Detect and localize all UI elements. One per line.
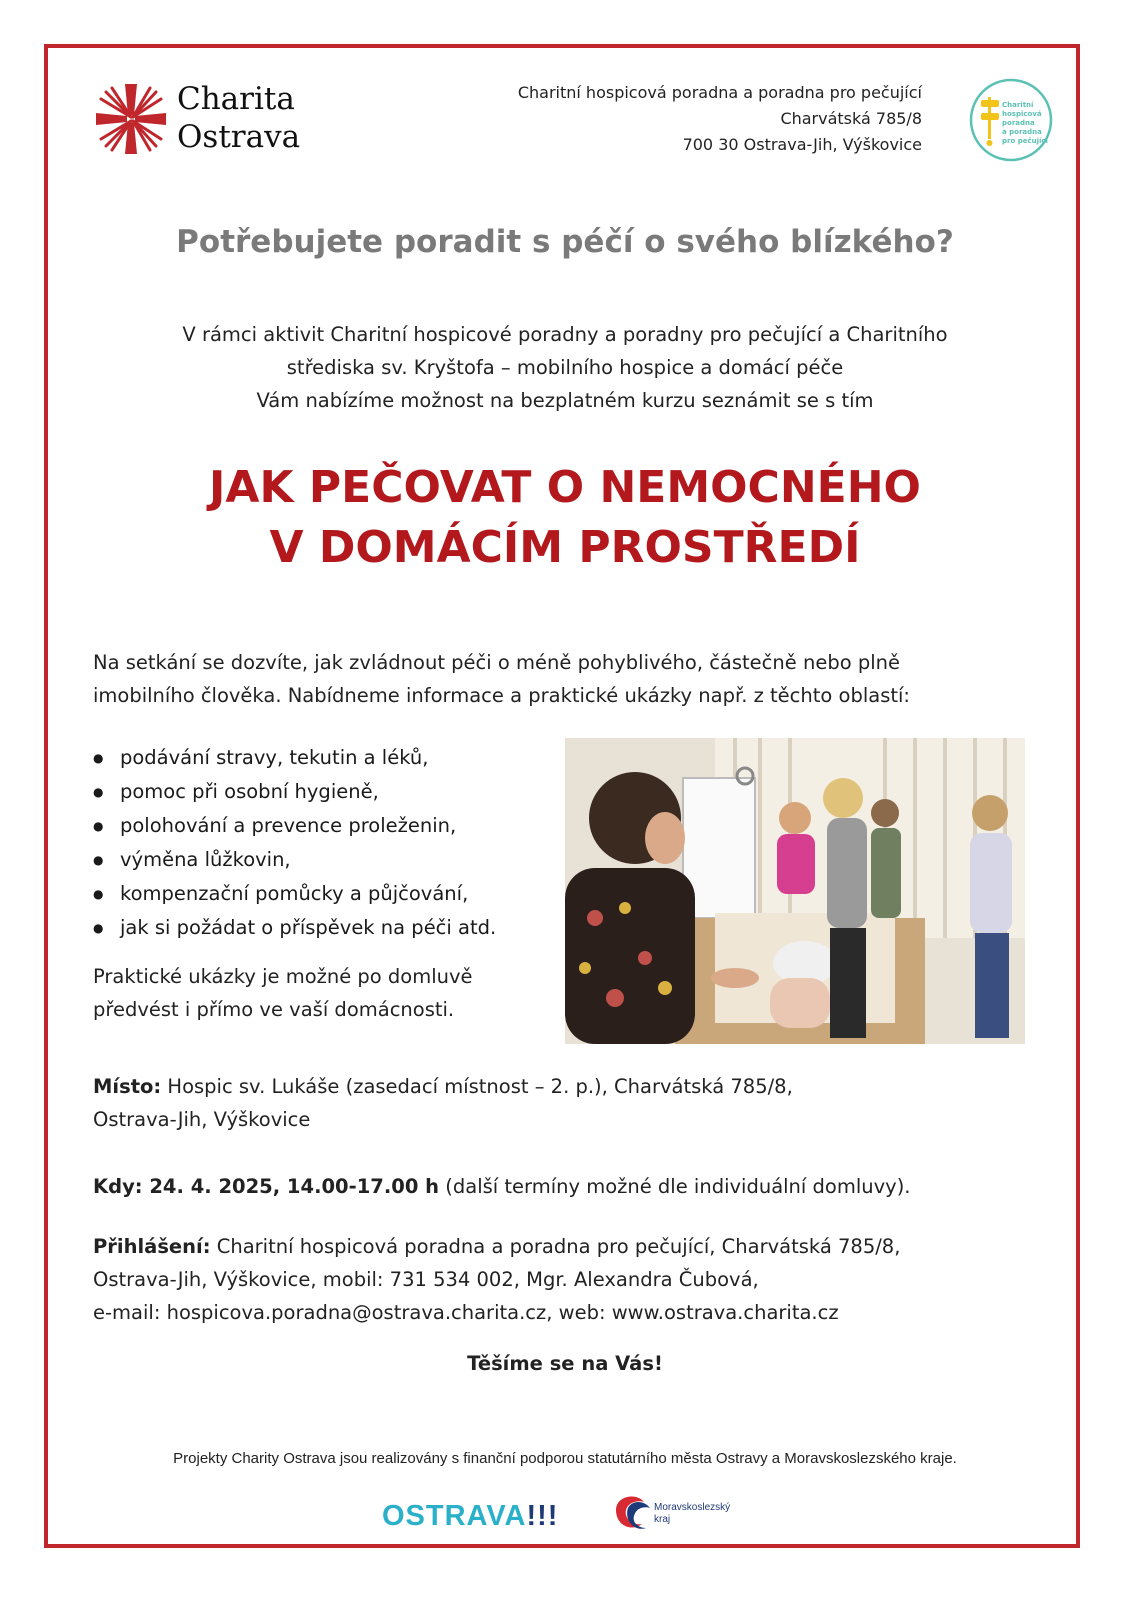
list-item: ● polohování a prevence proleženin,: [93, 809, 563, 843]
badge-text-line: Charitní: [1002, 101, 1034, 109]
badge-text-line: pro pečující: [1002, 137, 1048, 145]
badge-text-line: poradna: [1002, 119, 1035, 127]
charita-logo-text: Charita Ostrava: [177, 81, 301, 155]
list-item: ● jak si požádat o příspěvek na péči atd.: [93, 911, 563, 945]
list-item: ● kompenzační pomůcky a půjčování,: [93, 877, 563, 911]
list-item: ● podávání stravy, tekutin a léků,: [93, 741, 563, 775]
hospice-counseling-badge-logo: [968, 77, 1054, 163]
msk-logo-text: kraj: [654, 1514, 671, 1525]
organization-address: Charitní hospicová poradna a poradna pro pečující Charvátská 785/8 700 30 Ostrava-Jih, Výškovice: [517, 83, 922, 154]
closing-greeting: Těšíme se na Vás!: [467, 1352, 663, 1375]
badge-text-line: a poradna: [1002, 128, 1042, 136]
charita-cross-icon: [96, 84, 166, 154]
course-description: Na setkání se dozvíte, jak zvládnout péči o méně pohyblivého, částečně nebo plně imobilního člověka. Nabídneme informace a praktické ukázky např. z těchto oblastí:: [93, 651, 910, 707]
funding-note: Projekty Charity Ostrava jsou realizovány s finanční podporou statutárního města Ostravy a Moravskoslezského kraje.: [173, 1450, 957, 1467]
ostrava-city-logo: OSTRAVA!!!: [382, 1500, 559, 1532]
question-heading: Potřebujete poradit s péčí o svého blízkého?: [176, 224, 954, 260]
list-item: ● pomoc při osobní hygieně,: [93, 775, 563, 809]
list-item: ● výměna lůžkovin,: [93, 843, 563, 877]
intro-paragraph: V rámci aktivit Charitní hospicové poradny a poradny pro pečující a Charitního střediska sv. Kryštofa – mobilního hospice a domácí péče Vám nabízíme možnost na bezplatném kurzu seznámit se s tím: [182, 323, 948, 412]
badge-text-line: hospicová: [1002, 110, 1042, 118]
event-date-time: Kdy: 24. 4. 2025, 14.00-17.00 h (další termíny možné dle individuální domluvy).: [93, 1175, 911, 1198]
moravian-silesian-region-logo: [610, 1488, 750, 1532]
topics-list: [93, 741, 563, 945]
msk-logo-text: Moravskoslezský: [654, 1502, 731, 1513]
event-location: Místo: Hospic sv. Lukáše (zasedací místnost – 2. p.), Charvátská 785/8, Ostrava-Jih, Výškovice: [93, 1075, 793, 1131]
course-title: JAK PEČOVAT O NEMOCNÉHO V DOMÁCÍM PROSTŘEDÍ: [209, 462, 921, 573]
home-demo-note: Praktické ukázky je možné po domluvě předvést i přímo ve vaší domácnosti.: [93, 965, 473, 1021]
caregiving-course-photo: [565, 738, 1025, 1044]
registration-info: Přihlášení: Charitní hospicová poradna a poradna pro pečující, Charvátská 785/8, Ostrava-Jih, Výškovice, mobil: 731 534 002, Mgr. Alexandra Čubová, e-mail: hospicova.poradna@ostrava.charita.cz, web: www.ostrava.charita.cz: [93, 1235, 901, 1324]
